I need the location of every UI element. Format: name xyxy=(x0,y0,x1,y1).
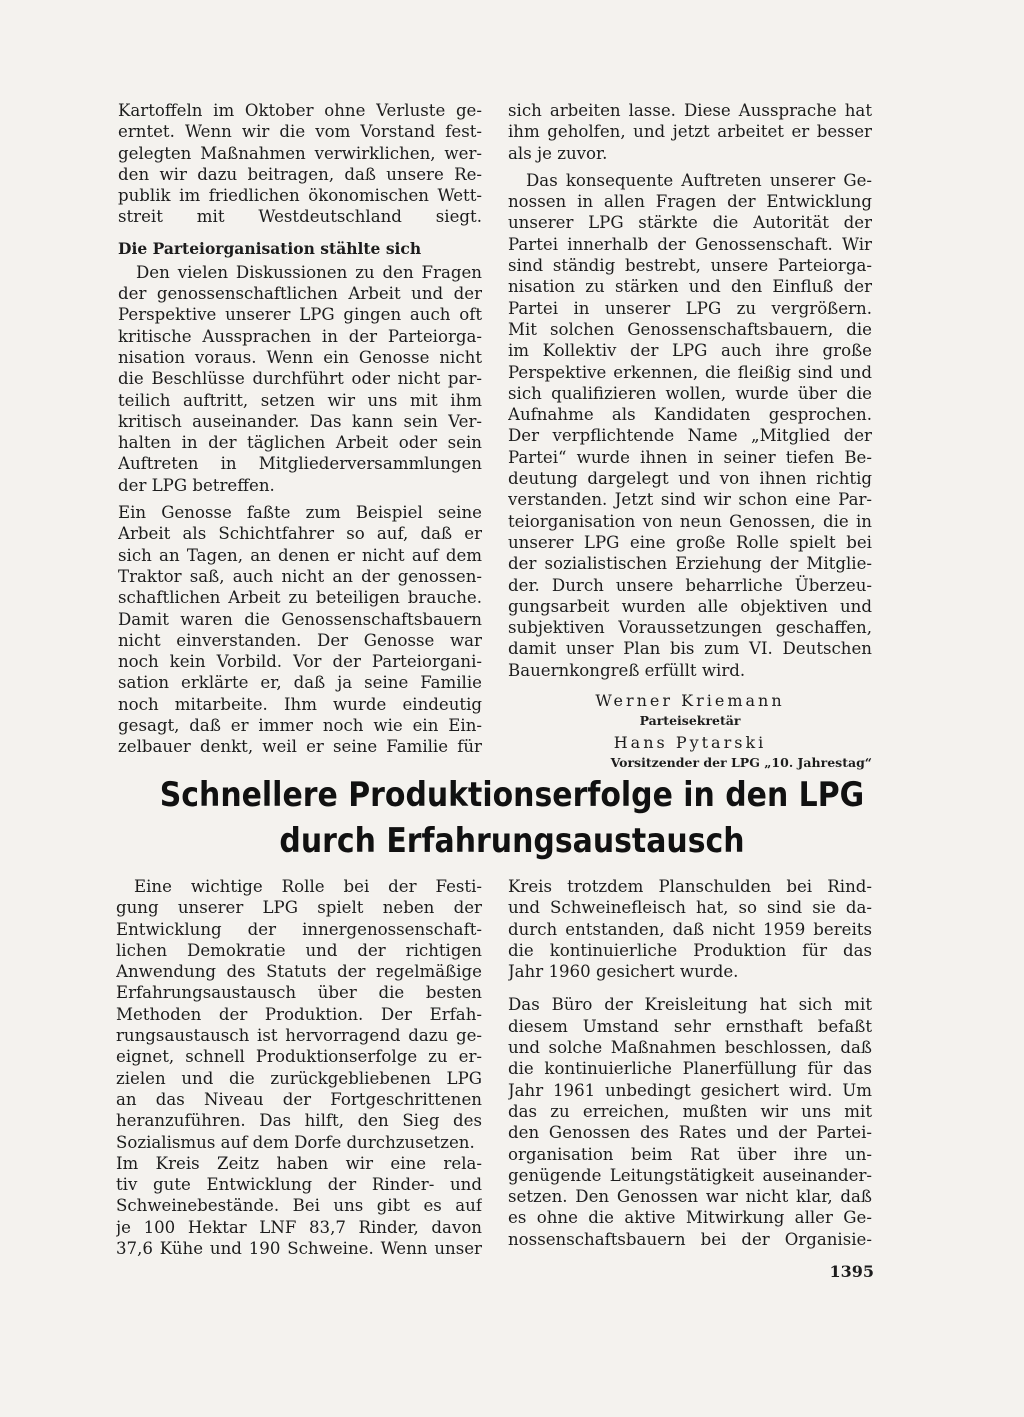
signature-name: Werner Kriemann xyxy=(595,691,785,711)
text-line: nisation voraus. Wenn ein Genosse nicht xyxy=(118,347,482,367)
text-line: Partei innerhalb der Genossenschaft. Wir xyxy=(508,234,872,254)
text-line: Auftreten in Mitgliederversammlungen xyxy=(118,454,482,474)
text-line: Ein Genosse faßte zum Beispiel seine xyxy=(118,503,482,523)
text-line: teiorganisation von neun Genossen, die in xyxy=(508,511,872,531)
text-line: erntet. Wenn wir die vom Vorstand fest- xyxy=(118,122,482,142)
text-line: verstanden. Jetzt sind wir schon eine Par- xyxy=(508,490,872,510)
text-line: der LPG betreffen. xyxy=(118,475,275,495)
article-headline xyxy=(61,772,962,864)
text-line: sich arbeiten lasse. Diese Aussprache hat xyxy=(508,101,872,120)
text-line: deutung dargelegt und von ihnen richtig xyxy=(508,469,872,489)
text-line: Der verpflichtende Name „Mitglied der xyxy=(508,426,872,446)
text-line: streit mit Westdeutschland siegt. xyxy=(118,207,482,227)
text-line: im Kollektiv der LPG auch ihre große xyxy=(508,341,872,361)
text-line: lichen Demokratie und der richtigen xyxy=(116,940,482,960)
paragraph xyxy=(508,994,872,1250)
text-line: gelegten Maßnahmen verwirklichen, wer- xyxy=(118,143,482,163)
text-line: nossen in allen Fragen der Entwicklung xyxy=(508,192,872,212)
text-line: sind ständig bestrebt, unsere Parteiorga- xyxy=(508,256,872,276)
paragraph xyxy=(508,100,872,164)
text-line: unserer LPG eine große Rolle spielt bei xyxy=(508,532,872,552)
text-line: Entwicklung der innergenossenschaft- xyxy=(116,919,482,939)
text-line: heranzuführen. Das hilft, den Sieg des xyxy=(116,1111,482,1131)
text-line: die Beschlüsse durchführt oder nicht par- xyxy=(118,369,482,389)
text-line: Methoden der Produktion. Der Erfah- xyxy=(116,1004,482,1024)
text-line: als je zuvor. xyxy=(508,143,608,163)
text-line: subjektiven Voraussetzungen geschaffen, xyxy=(508,618,872,638)
text-line: teilich auftritt, setzen wir uns mit ihm xyxy=(118,390,482,410)
text-line: gung unserer LPG spielt neben der xyxy=(116,898,482,918)
text-line: und solche Maßnahmen beschlossen, daß xyxy=(508,1038,872,1058)
text-line: nicht einverstanden. Der Genosse war xyxy=(118,630,482,650)
text-line: Mit solchen Genossenschaftsbauern, die xyxy=(508,319,872,339)
text-line: sich an Tagen, an denen er nicht auf dem xyxy=(118,545,482,565)
text-line: je 100 Hektar LNF 83,7 Rinder, davon xyxy=(116,1217,482,1237)
text-line: diesem Umstand sehr ernsthaft befaßt xyxy=(508,1016,872,1036)
text-line: Eine wichtige Rolle bei der Festi- xyxy=(134,877,482,896)
headline-line: durch Erfahrungsaustausch xyxy=(279,821,745,861)
text-line: Partei in unserer LPG zu vergrößern. xyxy=(508,298,872,318)
text-line: kritisch auseinander. Das kann sein Ver- xyxy=(118,411,482,431)
text-line: Anwendung des Statuts der regelmäßige xyxy=(116,962,482,982)
section-subheading: Die Parteiorganisation stählte sich xyxy=(118,238,422,258)
text-line: Jahr 1961 unbedingt gesichert wird. Um xyxy=(508,1080,872,1100)
page-number: 1395 xyxy=(829,1262,874,1281)
text-line: Jahr 1960 gesichert wurde. xyxy=(508,962,739,982)
text-line: zielen und die zurückgebliebenen LPG xyxy=(116,1068,482,1088)
text-line: Partei“ wurde ihnen in seiner tiefen Be- xyxy=(508,447,872,467)
text-line: Traktor saß, auch nicht an der genossen- xyxy=(118,566,482,586)
text-line: die kontinuierliche Planerfüllung für das xyxy=(508,1059,872,1079)
headline-line: Schnellere Produktionserfolge in den LPG xyxy=(159,775,865,815)
paragraph xyxy=(508,876,872,982)
paragraph xyxy=(116,876,482,1153)
text-line: damit unser Plan bis zum VI. Deutschen xyxy=(508,639,872,659)
text-line: eignet, schnell Produktionserfolge zu er- xyxy=(116,1047,482,1067)
paragraph xyxy=(508,170,872,681)
text-line: Sozialismus auf dem Dorfe durchzusetzen. xyxy=(116,1132,475,1152)
text-line: und Schweinefleisch hat, so sind sie da- xyxy=(508,898,872,918)
text-line: Das konsequente Auftreten unserer Ge- xyxy=(526,170,872,190)
text-line: zelbauer denkt, weil er seine Familie für xyxy=(118,737,482,757)
text-line: Bauernkongreß erfüllt wird. xyxy=(508,660,746,680)
text-line: Im Kreis Zeitz haben wir eine rela- xyxy=(116,1153,482,1173)
text-line: kritische Aussprachen in der Parteiorga- xyxy=(118,326,482,346)
column-bottom-right xyxy=(508,876,872,1250)
text-line: gungsarbeit wurden alle objektiven und xyxy=(508,596,872,616)
text-line: nossenschaftsbauern bei der Organisie- xyxy=(508,1229,872,1249)
text-line: Kreis trotzdem Planschulden bei Rind- xyxy=(508,877,872,896)
text-line: noch kein Vorbild. Vor der Parteiorgani- xyxy=(118,652,482,672)
column-top-right xyxy=(508,100,872,773)
paragraph xyxy=(118,100,482,228)
text-line: Perspektive unserer LPG gingen auch oft xyxy=(118,305,482,325)
text-line: den Genossen des Rates und der Partei- xyxy=(508,1123,872,1143)
text-line: sich qualifizieren wollen, wurde über die xyxy=(508,383,872,403)
text-line: durch entstanden, daß nicht 1959 bereits xyxy=(508,919,872,939)
column-bottom-left xyxy=(116,876,482,1259)
column-top-left xyxy=(118,100,482,758)
text-line: nisation zu stärken und den Einfluß der xyxy=(508,277,872,297)
text-line: noch mitarbeite. Ihm wurde eindeutig xyxy=(118,694,482,714)
text-line: Aufnahme als Kandidaten gesprochen. xyxy=(508,405,872,425)
text-line: Das Büro der Kreisleitung hat sich mit xyxy=(508,995,872,1015)
text-line: der sozialistischen Erziehung der Mitglie- xyxy=(508,554,872,574)
text-line: Den vielen Diskussionen zu den Fragen xyxy=(136,262,482,282)
text-line: tiv gute Entwicklung der Rinder- und xyxy=(116,1175,482,1195)
text-line: den wir dazu beitragen, daß unsere Re- xyxy=(118,164,482,184)
text-line: Arbeit als Schichtfahrer so auf, daß er xyxy=(118,524,482,544)
text-line: setzen. Den Genossen war nicht klar, daß xyxy=(508,1187,872,1207)
text-line: es ohne die aktive Mitwirkung aller Ge- xyxy=(508,1208,872,1228)
text-line: Perspektive erkennen, die fleißig sind und xyxy=(508,362,872,382)
text-line: der. Durch unsere beharrliche Überzeu- xyxy=(508,575,872,595)
text-line: organisation beim Rat über ihre un- xyxy=(508,1144,872,1164)
signature-role: Parteisekretär xyxy=(639,713,741,729)
text-line: publik im friedlichen ökonomischen Wett- xyxy=(118,186,482,206)
signature-role: Vorsitzender der LPG „10. Jahrestag“ xyxy=(610,755,872,771)
text-line: die kontinuierliche Produktion für das xyxy=(508,940,872,960)
text-line: gesagt, daß er immer noch wie ein Ein- xyxy=(118,716,482,736)
text-line: Damit waren die Genossenschaftsbauern xyxy=(118,609,482,629)
paragraph xyxy=(116,1153,482,1259)
text-line: schaftlichen Arbeit zu beteiligen brauche. xyxy=(118,588,482,608)
signature-name: Hans Pytarski xyxy=(613,733,767,753)
paragraph xyxy=(118,502,482,758)
text-line: der genossenschaftlichen Arbeit und der xyxy=(118,284,482,304)
text-line: sation erklärte er, daß ja seine Familie xyxy=(118,673,482,693)
text-line: genügende Leitungstätigkeit auseinander- xyxy=(508,1165,872,1185)
text-line: rungsaustausch ist hervorragend dazu ge- xyxy=(116,1026,482,1046)
text-line: das zu erreichen, mußten wir uns mit xyxy=(508,1101,872,1121)
text-line: Kartoffeln im Oktober ohne Verluste ge- xyxy=(118,101,482,120)
text-line: Schweinebestände. Bei uns gibt es auf xyxy=(116,1196,482,1216)
text-line: Erfahrungsaustausch über die besten xyxy=(116,983,482,1003)
text-line: halten in der täglichen Arbeit oder sein xyxy=(118,433,482,453)
text-line: an das Niveau der Fortgeschrittenen xyxy=(116,1089,482,1109)
paragraph xyxy=(118,262,482,496)
text-line: unserer LPG stärkte die Autorität der xyxy=(508,213,872,233)
text-line: 37,6 Kühe und 190 Schweine. Wenn unser xyxy=(116,1239,482,1259)
text-line: ihm geholfen, und jetzt arbeitet er besser xyxy=(508,122,872,142)
